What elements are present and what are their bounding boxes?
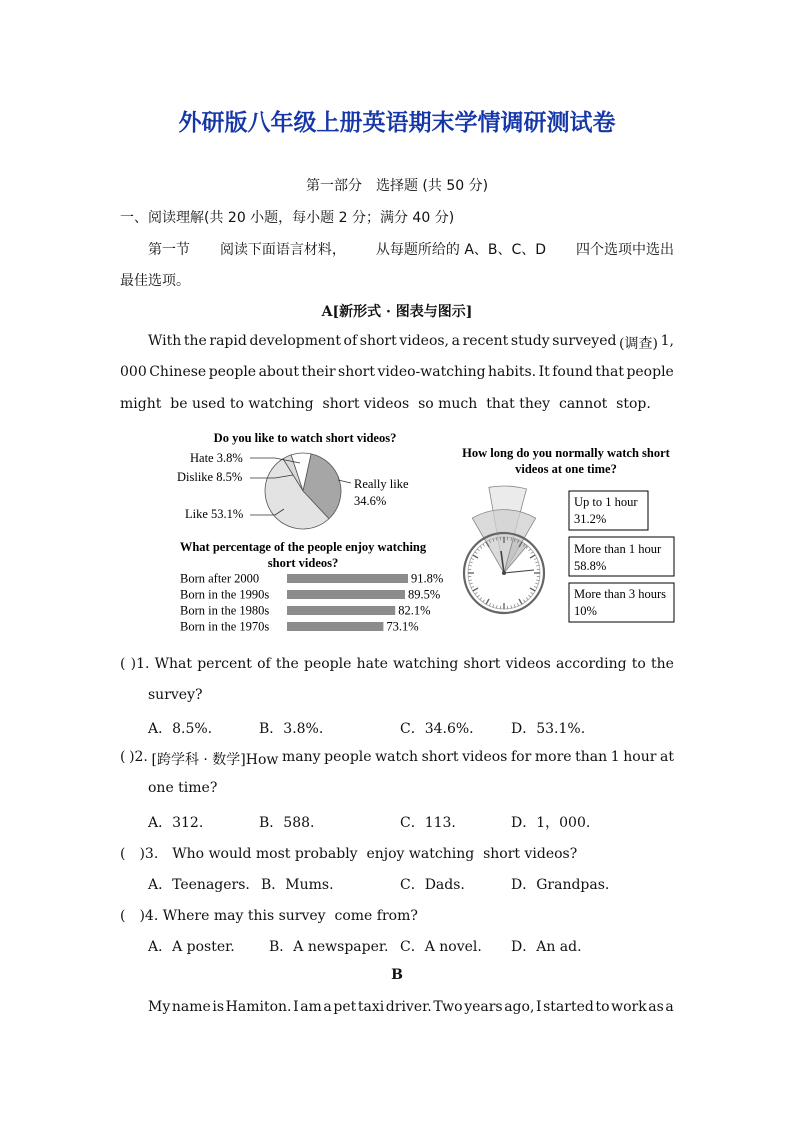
clock-tick	[529, 595, 531, 597]
bar-category-label: Born in the 1980s	[180, 603, 270, 618]
clock-tick	[535, 583, 538, 584]
survey-figure	[160, 425, 690, 640]
q4-option-a[interactable]: A．A poster.	[148, 939, 235, 955]
question-1-stem: ( )1. What percent of the people hate watching short videos according to the	[120, 656, 674, 672]
bar-value-label: 73.1%	[386, 619, 419, 634]
q3-option-c[interactable]: C．Dads.	[400, 877, 465, 893]
clock-tick	[469, 580, 472, 581]
duration-label-1: Up to 1 hour	[574, 495, 638, 509]
clock-tick	[536, 566, 539, 567]
clock-tick	[480, 546, 482, 548]
clock-tick	[471, 558, 474, 559]
passage-b-heading: B	[391, 967, 403, 983]
clock-tick	[475, 592, 477, 594]
passage-b-line-1: My name is Hamiton. I am a pet taxi driver. Two years ago, I started to work as a	[148, 999, 674, 1015]
clock-tick	[497, 605, 498, 608]
q1-option-d[interactable]: D．53.1%.	[511, 721, 586, 737]
clock-tick	[536, 580, 539, 581]
clock-tick	[477, 549, 479, 551]
part-heading: 第一部分 选择题 (共 50 分)	[305, 178, 489, 194]
passage-a-line-2: 000 Chinese people about their short video-watching habits. It found that people	[120, 364, 674, 380]
clock-tick	[530, 555, 535, 558]
clock-tick	[470, 583, 473, 584]
bar-value-label: 82.1%	[398, 603, 431, 618]
pie-label-really-like: Really like	[354, 477, 409, 491]
q1-option-b[interactable]: B．3.8%.	[259, 721, 324, 737]
q2-option-d[interactable]: D．1，000.	[511, 815, 591, 831]
q2-option-a[interactable]: A．312.	[148, 815, 204, 831]
clock-tick	[483, 600, 485, 602]
pie-label-really-like-value: 34.6%	[354, 494, 387, 508]
clock-tick	[489, 603, 490, 606]
q3-option-b[interactable]: B．Mums.	[261, 877, 334, 893]
clock-tick	[514, 604, 515, 607]
duration-value-2: 58.8%	[574, 559, 607, 573]
duration-label-3: More than 3 hours	[574, 587, 666, 601]
clock-tick	[529, 549, 531, 551]
clock-tick	[519, 599, 522, 604]
bar-category-label: Born in the 1970s	[180, 619, 270, 634]
clock-minute-hand	[504, 570, 534, 573]
clock-tick	[469, 566, 472, 567]
clock-tick	[477, 595, 479, 597]
instructions-line-2: 最佳选项。	[120, 273, 190, 289]
duration-chart-title-line-2: videos at one time?	[515, 462, 617, 476]
clock-tick	[517, 603, 518, 606]
question-2-stem: ( )2. [跨学科 · 数学]How many people watch short videos for more than 1 hour at	[120, 749, 674, 768]
bar-3	[287, 606, 395, 615]
q1-option-c[interactable]: C．34.6%.	[400, 721, 474, 737]
duration-value-3: 10%	[574, 604, 597, 618]
q4-option-b[interactable]: B．A newspaper.	[269, 939, 389, 955]
question-1-stem-line-2: survey?	[148, 687, 203, 703]
clock-tick	[534, 558, 537, 559]
clock-tick	[483, 544, 485, 546]
bar-1	[287, 574, 408, 583]
clock-tick	[471, 586, 474, 587]
bar-chart	[180, 572, 443, 634]
bar-category-label: Born in the 1990s	[180, 587, 270, 602]
bar-chart-title: What percentage of the people enjoy watching	[179, 540, 427, 554]
pie-chart	[265, 453, 341, 529]
instructions-line-1: 第一节 阅读下面语言材料， 从每题所给的 A、B、C、D 四个选项中选出	[148, 242, 674, 258]
clock-tick	[530, 588, 535, 591]
q2-option-c[interactable]: C．113.	[400, 815, 456, 831]
clock-tick	[473, 555, 478, 558]
bar-4	[287, 622, 383, 631]
bar-value-label: 89.5%	[408, 587, 441, 602]
bar-value-label: 91.8%	[411, 571, 444, 586]
pie-label-hate: Hate 3.8%	[190, 451, 243, 465]
q3-option-d[interactable]: D．Grandpas.	[511, 877, 610, 893]
clock-tick	[486, 599, 489, 604]
q4-option-d[interactable]: D．An ad.	[511, 939, 582, 955]
question-4-stem: ( )4. Where may this survey come from?	[120, 908, 418, 924]
page-title: 外研版八年级上册英语期末学情调研测试卷	[178, 110, 616, 136]
clock-tick	[493, 604, 494, 607]
pie-chart-title: Do you like to watch short videos?	[213, 431, 397, 445]
bar-category-label: Born after 2000	[180, 571, 260, 586]
clock-tick	[526, 598, 528, 600]
question-3-stem: ( )3. Who would most probably enjoy watching short videos?	[120, 846, 578, 862]
passage-a-line-1: With the rapid development of short videos, a recent study surveyed (调查) 1,	[148, 333, 674, 352]
q2-option-b[interactable]: B．588.	[259, 815, 315, 831]
passage-a-line-3: might be used to watching short videos so much that they cannot stop.	[120, 396, 651, 412]
bar-2	[287, 590, 405, 599]
question-2-stem-line-2: one time?	[148, 780, 218, 796]
clock-tick	[523, 600, 525, 602]
clock-tick	[475, 552, 477, 554]
clock-tick	[531, 552, 533, 554]
duration-label-2: More than 1 hour	[574, 542, 662, 556]
q3-option-a[interactable]: A．Teenagers.	[148, 877, 250, 893]
clock-center	[502, 571, 506, 575]
clock-tick	[480, 598, 482, 600]
q1-option-a[interactable]: A．8.5%.	[148, 721, 213, 737]
passage-a-heading: A[新形式 · 图表与图示]	[321, 304, 473, 320]
q4-option-c[interactable]: C．A novel.	[400, 939, 482, 955]
section-heading: 一、阅读理解(共 20 小题，每小题 2 分；满分 40 分)	[120, 210, 455, 226]
clock-tick	[473, 588, 478, 591]
duration-value-1: 31.2%	[574, 512, 607, 526]
clock-tick	[511, 605, 512, 608]
pie-label-like: Like 53.1%	[185, 507, 244, 521]
clock-tick	[535, 562, 538, 563]
clock-tick	[531, 592, 533, 594]
clock-tick	[534, 586, 537, 587]
duration-chart-title: How long do you normally watch short	[462, 446, 670, 460]
clock-diagram	[464, 486, 544, 613]
bar-chart-title-line-2: short videos?	[267, 556, 339, 570]
pie-label-dislike: Dislike 8.5%	[177, 470, 243, 484]
clock-tick	[470, 562, 473, 563]
